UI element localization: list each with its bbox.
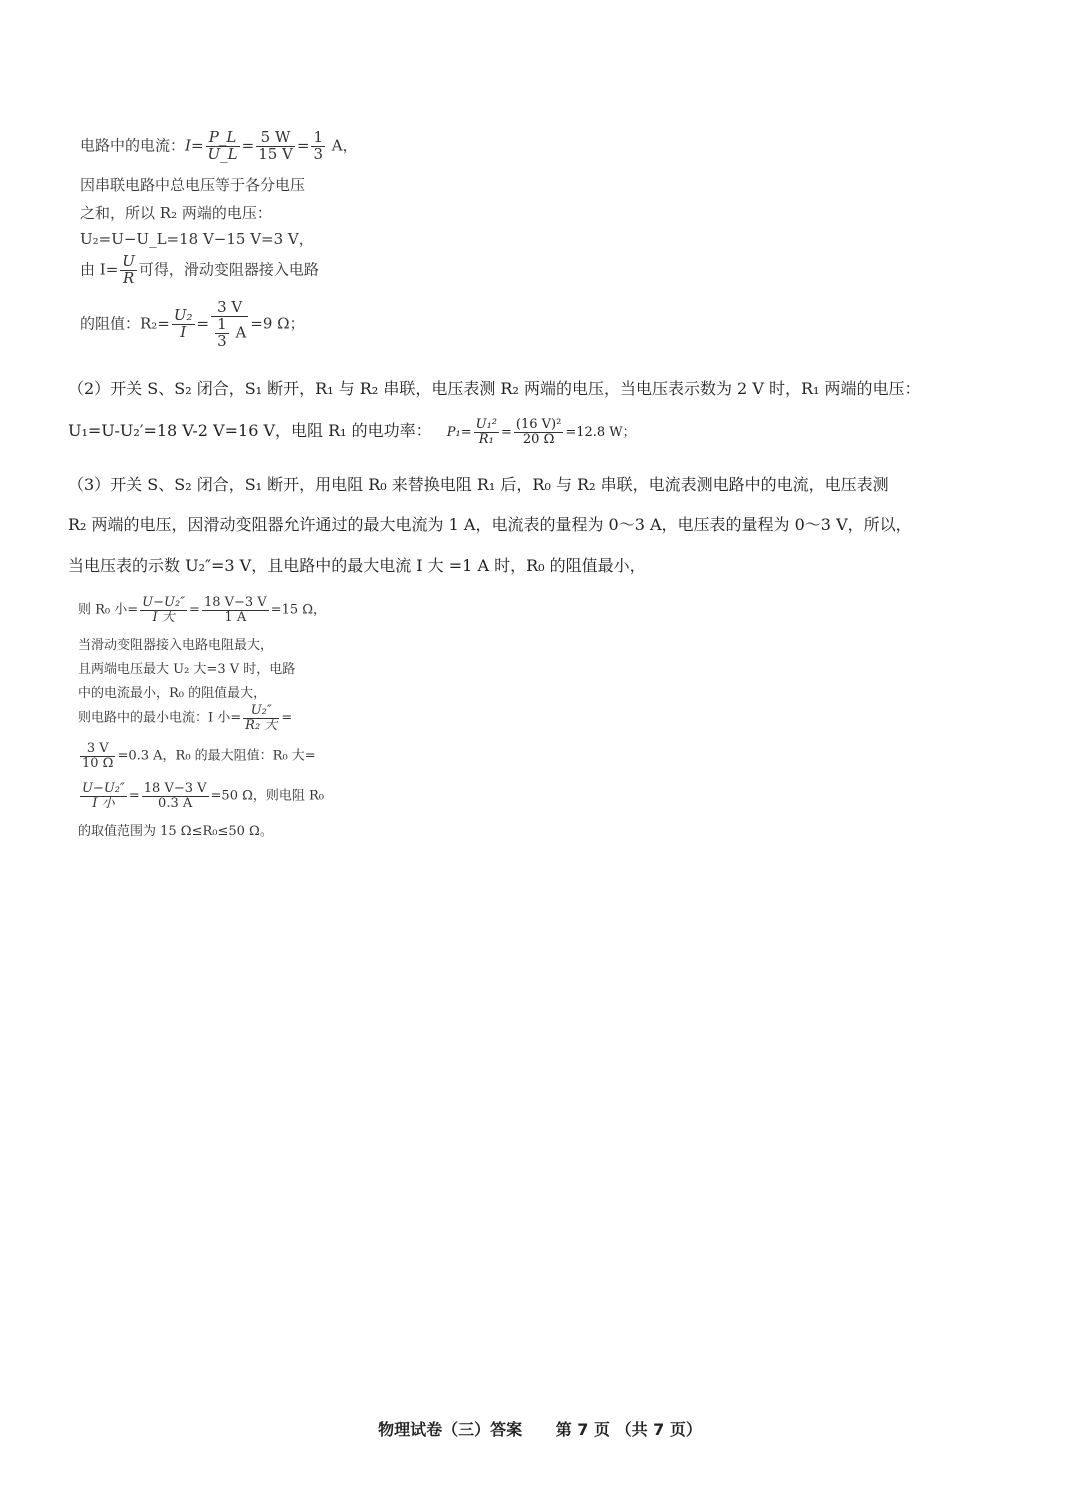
denominator: 0.3 A bbox=[158, 795, 193, 811]
denominator: I 小 bbox=[92, 795, 115, 811]
fraction bbox=[172, 308, 195, 341]
numerator: 18 V−3 V bbox=[143, 781, 207, 796]
denominator: R₁ bbox=[478, 432, 494, 447]
part3-line2: R₂ 两端的电压，因滑动变阻器允许通过的最大电流为 1 A，电流表的量程为 0～3 A，电压表的量程为 0～3 V，所以， bbox=[68, 515, 912, 534]
part2-line2 bbox=[68, 418, 636, 447]
exam-title: 物理试卷（三）答案 bbox=[378, 1420, 523, 1439]
numerator: U₁² bbox=[475, 417, 497, 433]
numerator: 3 V bbox=[80, 742, 115, 757]
denominator: U_L bbox=[207, 144, 238, 163]
power-formula: P₁= $\frac{\text{U₁²}}{\text{R₁}}$ = $\frac{\text{(16 V)²}}{20 \Omega}$ =12.8 W； bbox=[446, 417, 636, 447]
ohms-law-line bbox=[80, 254, 319, 287]
text: =50 Ω，则电阻 R₀ bbox=[210, 788, 325, 804]
text-line: 因串联电路中总电压等于各分电压 bbox=[80, 176, 306, 194]
denominator: I 大 bbox=[152, 609, 175, 625]
numerator: 18 V−3 V bbox=[203, 595, 267, 610]
denominator: 3 bbox=[313, 144, 324, 163]
text: 的阻值：R₂= bbox=[80, 314, 170, 333]
text: 则电路中的最小电流：I 小= bbox=[78, 710, 242, 726]
denominator bbox=[211, 314, 248, 350]
denominator: 10 Ω bbox=[82, 755, 114, 771]
numerator: 1 bbox=[217, 314, 227, 333]
fraction bbox=[215, 314, 229, 350]
fraction bbox=[206, 130, 240, 163]
numerator: 1 bbox=[313, 128, 324, 146]
numerator: U₂ bbox=[173, 306, 193, 325]
text: P₁= bbox=[446, 425, 472, 440]
fraction bbox=[256, 130, 295, 163]
fraction bbox=[474, 418, 499, 446]
text: U₁=U-U₂′=18 V-2 V=16 V，电阻 R₁ 的电功率： bbox=[68, 421, 432, 440]
fraction bbox=[80, 782, 127, 810]
max-r0-line bbox=[78, 742, 316, 770]
text-line: 之和，所以 R₂ 两端的电压： bbox=[80, 204, 272, 222]
text: 可得，滑动变阻器接入电路 bbox=[138, 260, 319, 279]
text: A， bbox=[331, 136, 358, 155]
part2-line1: （2）开关 S、S₂ 闭合，S₁ 断开，R₁ 与 R₂ 串联，电压表测 R₂ 两端的电压，当电压表示数为 2 V 时，R₁ 两端的电压： bbox=[68, 379, 921, 398]
fraction bbox=[142, 782, 209, 810]
text: =0.3 A，R₀ 的最大阻值：R₀ 大= bbox=[117, 748, 316, 764]
fraction bbox=[514, 418, 563, 446]
denominator: 15 V bbox=[258, 144, 293, 163]
text: 则 R₀ 小= bbox=[78, 602, 139, 618]
denominator: 1 A bbox=[224, 609, 247, 625]
text: 电路中的电流： bbox=[80, 136, 186, 155]
numerator: U−U₂″ bbox=[82, 781, 125, 796]
range-line: 的取值范围为 15 Ω≤R₀≤50 Ω。 bbox=[78, 824, 273, 839]
text: =9 Ω； bbox=[250, 314, 305, 333]
denominator: 3 bbox=[217, 331, 227, 350]
text-line: 中的电流最小，R₀ 的阻值最大， bbox=[78, 686, 267, 701]
min-current-line bbox=[78, 704, 292, 732]
text: = bbox=[281, 710, 293, 726]
part3-line1: （3）开关 S、S₂ 闭合，S₁ 断开，用电阻 R₀ 来替换电阻 R₁ 后，R₀ 与 R₂ 串联，电流表测电路中的电流，电压表测 bbox=[68, 475, 889, 494]
text: =12.8 W； bbox=[565, 425, 636, 440]
fraction bbox=[311, 130, 325, 163]
text: I= bbox=[185, 136, 204, 155]
denominator: 20 Ω bbox=[522, 432, 555, 447]
numerator: P_L bbox=[206, 130, 240, 147]
fraction bbox=[243, 704, 279, 732]
part3-line3: 当电压表的示数 U₂″=3 V，且电路中的最大电流 I 大 =1 A 时，R₀ 的阻值最小， bbox=[68, 556, 646, 575]
text-line: 当滑动变阻器接入电路电阻最大， bbox=[78, 638, 274, 653]
text-line: 且两端电压最大 U₂ 大=3 V 时，电路 bbox=[78, 662, 296, 677]
text: =15 Ω， bbox=[270, 602, 327, 618]
current-line: 电路中的电流：I= $\frac{P\_L}{U\_L}$ = $\frac{5 W}{15 V}$ = $\frac{1}{3}$ A， bbox=[80, 128, 358, 163]
fraction bbox=[202, 596, 269, 624]
resistance-line: 的阻值：R₂= $\frac{\text{U₂}}{I}$ = 3 V $\frac{1}{3}$ A =9 Ω； bbox=[80, 298, 305, 350]
numerator: U bbox=[122, 252, 135, 270]
denominator: R bbox=[122, 268, 135, 287]
numerator: (16 V)² bbox=[515, 417, 562, 433]
max-r0-value-line: $\frac{\text{U−U₂″}}{\text{I 小}}$ = $\frac{18 V-3 V}{0.3 A}$ =50 Ω，则电阻 R₀ bbox=[82, 781, 325, 811]
text-line: U₂=U−U_L=18 V−15 V=3 V， bbox=[80, 230, 314, 248]
text: 由 I= bbox=[80, 260, 119, 279]
fraction bbox=[120, 254, 137, 287]
min-r0-line: 则 R₀ 小= $\frac{\text{U−U₂″}}{\text{I 大}}$ = $\frac{18 V-3 V}{1 A}$ =15 Ω， bbox=[78, 595, 327, 625]
denominator: I bbox=[180, 323, 187, 342]
numerator: 5 W bbox=[256, 130, 295, 147]
fraction bbox=[211, 300, 248, 349]
page-number: 第 7 页 （共 7 页） bbox=[555, 1420, 702, 1439]
numerator: U₂″ bbox=[243, 704, 279, 719]
denominator: R₂ 大 bbox=[245, 717, 278, 733]
fraction bbox=[140, 596, 187, 624]
numerator: 3 V bbox=[211, 300, 248, 317]
text: A bbox=[235, 323, 247, 341]
page-footer bbox=[0, 1417, 1080, 1440]
numerator: U−U₂″ bbox=[142, 595, 186, 610]
fraction bbox=[80, 742, 115, 770]
